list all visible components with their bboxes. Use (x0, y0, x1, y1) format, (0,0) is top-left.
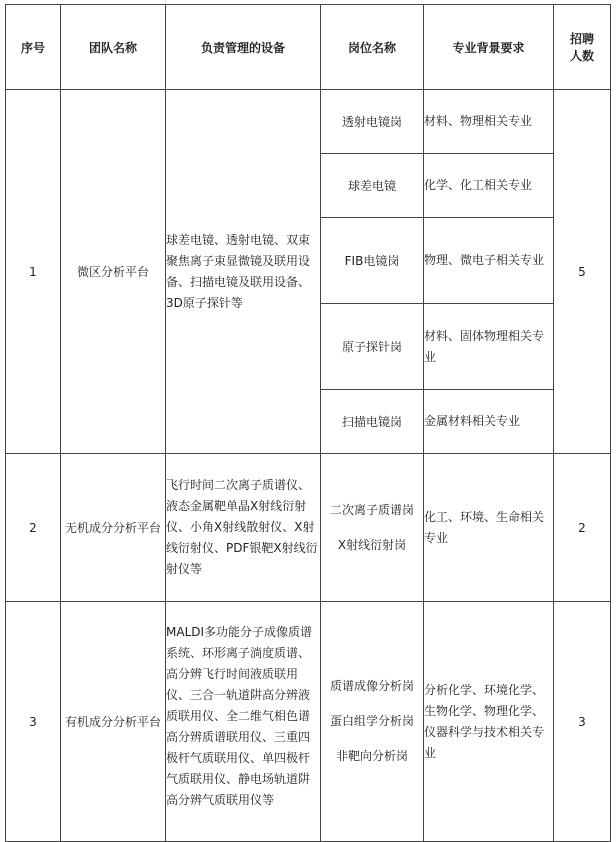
header-count-line2: 人数 (569, 49, 594, 63)
row3-team: 有机成分分析平台 (61, 602, 166, 842)
row1-position-5: 扫描电镜岗 (321, 390, 424, 454)
row2-background: 化工、环境、生命相关专业 (424, 454, 554, 602)
row1-background-5: 金属材料相关专业 (424, 390, 554, 454)
row1-background-2: 化学、化工相关专业 (424, 154, 554, 218)
row2-position-2: X射线衍射岗 (337, 537, 407, 552)
row1-equipment: 球差电镜、透射电镜、双束聚焦离子束显微镜及联用设备、扫描电镜及联用设备、3D原子探针等 (166, 90, 321, 454)
row2-team: 无机成分分析平台 (61, 454, 166, 602)
row2-positions (321, 454, 424, 602)
row1-position-2: 球差电镜 (321, 154, 424, 218)
recruitment-table (5, 4, 611, 842)
header-team: 团队名称 (61, 5, 166, 90)
row2-position-1: 二次离子质谱岗 (329, 502, 414, 517)
row3-equipment: MALDI多功能分子成像质谱系统、环形离子淌度质谱、高分辨飞行时间液质联用仪、三合一轨道阱高分辨液质联用仪、全二维气相色谱高分辨质谱联用仪、三重四极杆气质联用仪、单四极杆气质联用仪、静电场轨道阱高分辨气质联用仪等 (166, 602, 321, 842)
row3-position-3: 非靶向分析岗 (335, 749, 408, 763)
row3-count: 3 (554, 602, 611, 842)
row1-position-1: 透射电镜岗 (321, 90, 424, 154)
row2-equipment: 飞行时间二次离子质谱仪、液态金属靶单晶X射线衍射仪、小角X射线散射仪、X射线衍射仪、PDF银靶X射线衍射仪等 (166, 454, 321, 602)
row2-seq: 2 (6, 454, 61, 602)
row1-position-4: 原子探针岗 (321, 304, 424, 390)
header-equipment: 负责管理的设备 (166, 5, 321, 90)
row3-position-2: 蛋白组学分析岗 (329, 714, 414, 728)
row3-positions (321, 602, 424, 842)
table-row (6, 602, 611, 842)
header-count (554, 5, 611, 90)
row2-count: 2 (554, 454, 611, 602)
row1-seq: 1 (6, 90, 61, 454)
header-position: 岗位名称 (321, 5, 424, 90)
row3-position-1: 质谱成像分析岗 (329, 679, 414, 693)
row1-team: 微区分析平台 (61, 90, 166, 454)
row1-background-4: 材料、固体物理相关专业 (424, 304, 554, 390)
row3-seq: 3 (6, 602, 61, 842)
row1-background-3: 物理、微电子相关专业 (424, 218, 554, 304)
table-row (6, 90, 611, 154)
row1-background-1: 材料、物理相关专业 (424, 90, 554, 154)
header-row (6, 5, 611, 90)
header-background: 专业背景要求 (424, 5, 554, 90)
row3-background: 分析化学、环境化学、生物化学、物理化学、仪器科学与技术相关专业 (424, 602, 554, 842)
header-count-line1: 招聘 (569, 32, 594, 46)
row1-count: 5 (554, 90, 611, 454)
row1-position-3: FIB电镜岗 (321, 218, 424, 304)
header-seq: 序号 (6, 5, 61, 90)
table-row (6, 454, 611, 602)
